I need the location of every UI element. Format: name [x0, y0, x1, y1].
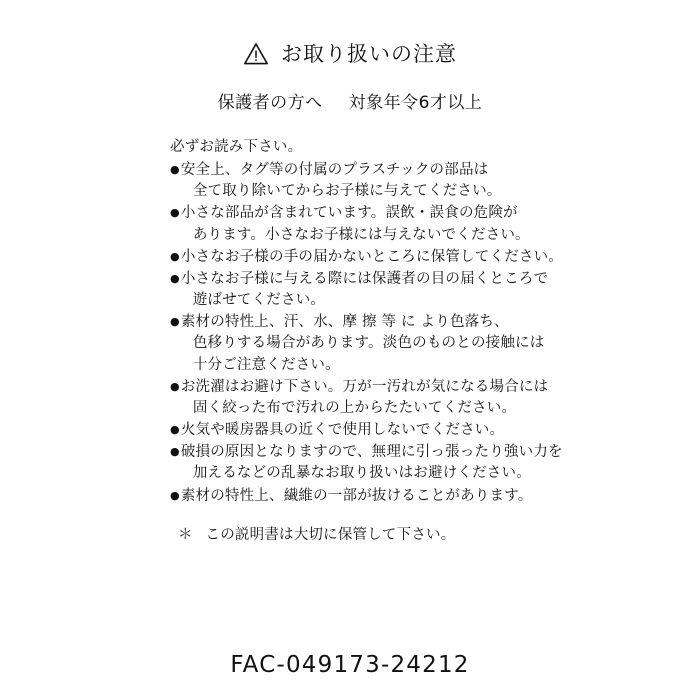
warning-triangle-icon — [243, 42, 269, 66]
page-title: お取り扱いの注意 — [281, 41, 457, 66]
notice-line: 加えるなどの乱暴なお取り扱いはお避けください。 — [192, 465, 531, 482]
lead-text: 必ずお読み下さい。 — [170, 139, 303, 155]
notice-line: 小さな部品が含まれています。誤飲・誤食の危険が — [180, 205, 518, 222]
notice-line: 素材の特性上、繊維の一部が抜けることがあります。 — [180, 487, 533, 504]
list-item — [170, 247, 590, 268]
notice-line: 小さなお子様の手の届かないところに保管してください。 — [180, 248, 564, 265]
footnote — [178, 525, 590, 546]
notice-text — [181, 203, 590, 245]
list-item — [170, 312, 590, 375]
notice-line: 小さなお子様に与える際には保護者の目の届くところで — [180, 270, 549, 287]
list-item — [170, 160, 590, 202]
notice-line: 十分ご注意ください。 — [192, 356, 340, 373]
list-item — [170, 269, 590, 311]
notice-text — [181, 247, 590, 268]
notice-line: 破損の原因となりますので、無理に引っ張ったり強い力を — [180, 444, 563, 461]
notice-line: 安全上、タグ等の付属のプラスチックの部品は — [180, 162, 489, 179]
product-code: FAC-049173-24212 — [230, 652, 470, 678]
notice-line: 固く絞った布で汚れの上からたたいてください。 — [192, 399, 517, 416]
notice-line: あります。小さなお子様には与えないでください。 — [192, 226, 530, 243]
header — [0, 0, 700, 66]
notice-line: 色移りする場合があります。淡色のものとの接触には — [192, 335, 545, 352]
notice-line: 火気や暖房器具の近くで使用しないでください。 — [180, 422, 505, 439]
notice-text — [181, 377, 590, 419]
list-item — [170, 442, 590, 484]
list-item — [170, 203, 590, 245]
notice-line: お洗濯はお避け下さい。万が一汚れが気になる場合には — [180, 378, 549, 395]
asterisk-icon: ＊ — [178, 526, 193, 543]
notice-text — [181, 486, 590, 507]
footnote-text: この説明書は大切に保管して下さい。 — [205, 526, 456, 543]
notice-text — [181, 312, 590, 375]
notice-line: 素材の特性上、汗、水、摩 擦 等 に より色落ち、 — [180, 314, 509, 331]
list-item — [170, 420, 590, 441]
notice-text — [181, 160, 590, 202]
notice-line: 全て取り除いてからお子様に与えてください。 — [192, 183, 502, 200]
notice-text — [181, 269, 590, 311]
bullet-icon: ● — [170, 445, 180, 459]
bullet-icon: ● — [170, 423, 180, 437]
notice-text — [181, 420, 590, 441]
bullet-icon: ● — [170, 163, 180, 177]
bullet-icon: ● — [170, 206, 180, 220]
bullet-icon: ● — [170, 249, 180, 263]
bullet-icon: ● — [170, 379, 180, 393]
notice-list — [170, 160, 590, 507]
list-item — [170, 377, 590, 419]
subtitle-row — [0, 88, 700, 113]
notice-line: 遊ばせてください。 — [192, 292, 326, 309]
body-block — [170, 137, 590, 546]
bullet-icon: ● — [170, 315, 180, 329]
bullet-icon: ● — [170, 488, 180, 502]
age-requirement: 対象年令6才以上 — [348, 93, 483, 113]
notice-text — [181, 442, 590, 484]
list-item — [170, 486, 590, 507]
bullet-icon: ● — [170, 271, 180, 285]
guardian-note: 保護者の方へ — [217, 93, 323, 113]
